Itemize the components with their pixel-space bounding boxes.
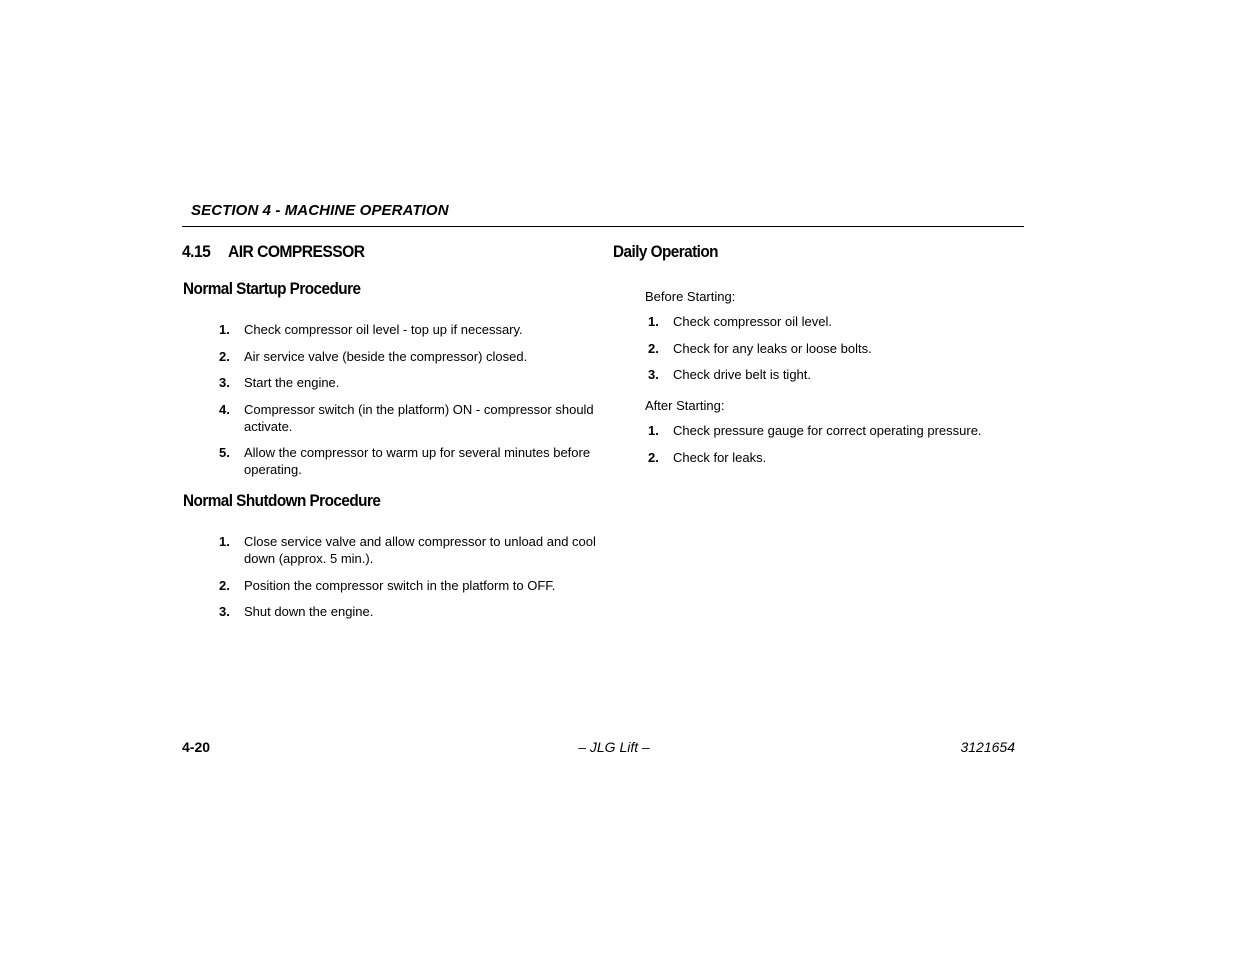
after-starting-label: After Starting: [645,398,725,413]
list-item: 1. Check pressure gauge for correct operating pressure. [648,423,982,438]
header-rule [182,226,1024,227]
list-item: 2. Position the compressor switch in the platform to OFF. [219,577,556,593]
list-item: 2. Check for leaks. [648,449,767,465]
list-item: 4. Compressor switch (in the platform) ON - compressor should activate. [219,401,594,434]
list-item: 2. Air service valve (beside the compressor) closed. [219,348,528,364]
footer-title: – JLG Lift – [578,739,650,755]
section-title [182,242,365,262]
section-title-text: AIR COMPRESSOR [228,242,365,261]
document-number: 3121654 [960,739,1015,755]
list-item: 3. Check drive belt is tight. [648,367,812,382]
list-item: 1. Check compressor oil level - top up if necessary. [219,322,523,337]
before-starting-label: Before Starting: [645,289,736,304]
list-item: 3. Shut down the engine. [219,604,374,619]
list-item: 2. Check for any leaks or loose bolts. [648,340,872,356]
list-item: 5. Allow the compressor to warm up for several minutes before operating. [219,445,591,477]
daily-operation-heading: Daily Operation [613,242,718,261]
shutdown-steps [219,533,599,630]
startup-heading: Normal Startup Procedure [183,279,361,298]
section-header: SECTION 4 - MACHINE OPERATION [191,202,449,219]
after-steps [648,422,1028,475]
list-item: 1. Close service valve and allow compressor to unload and cool down (approx. 5 min.). [219,534,596,566]
section-number: 4.15 [182,242,211,261]
before-steps [648,313,1028,393]
list-item: 1. Check compressor oil level. [648,314,832,329]
shutdown-heading: Normal Shutdown Procedure [183,491,381,510]
startup-steps [219,321,599,488]
page-number: 4-20 [182,739,211,755]
list-item: 3. Start the engine. [219,375,340,390]
